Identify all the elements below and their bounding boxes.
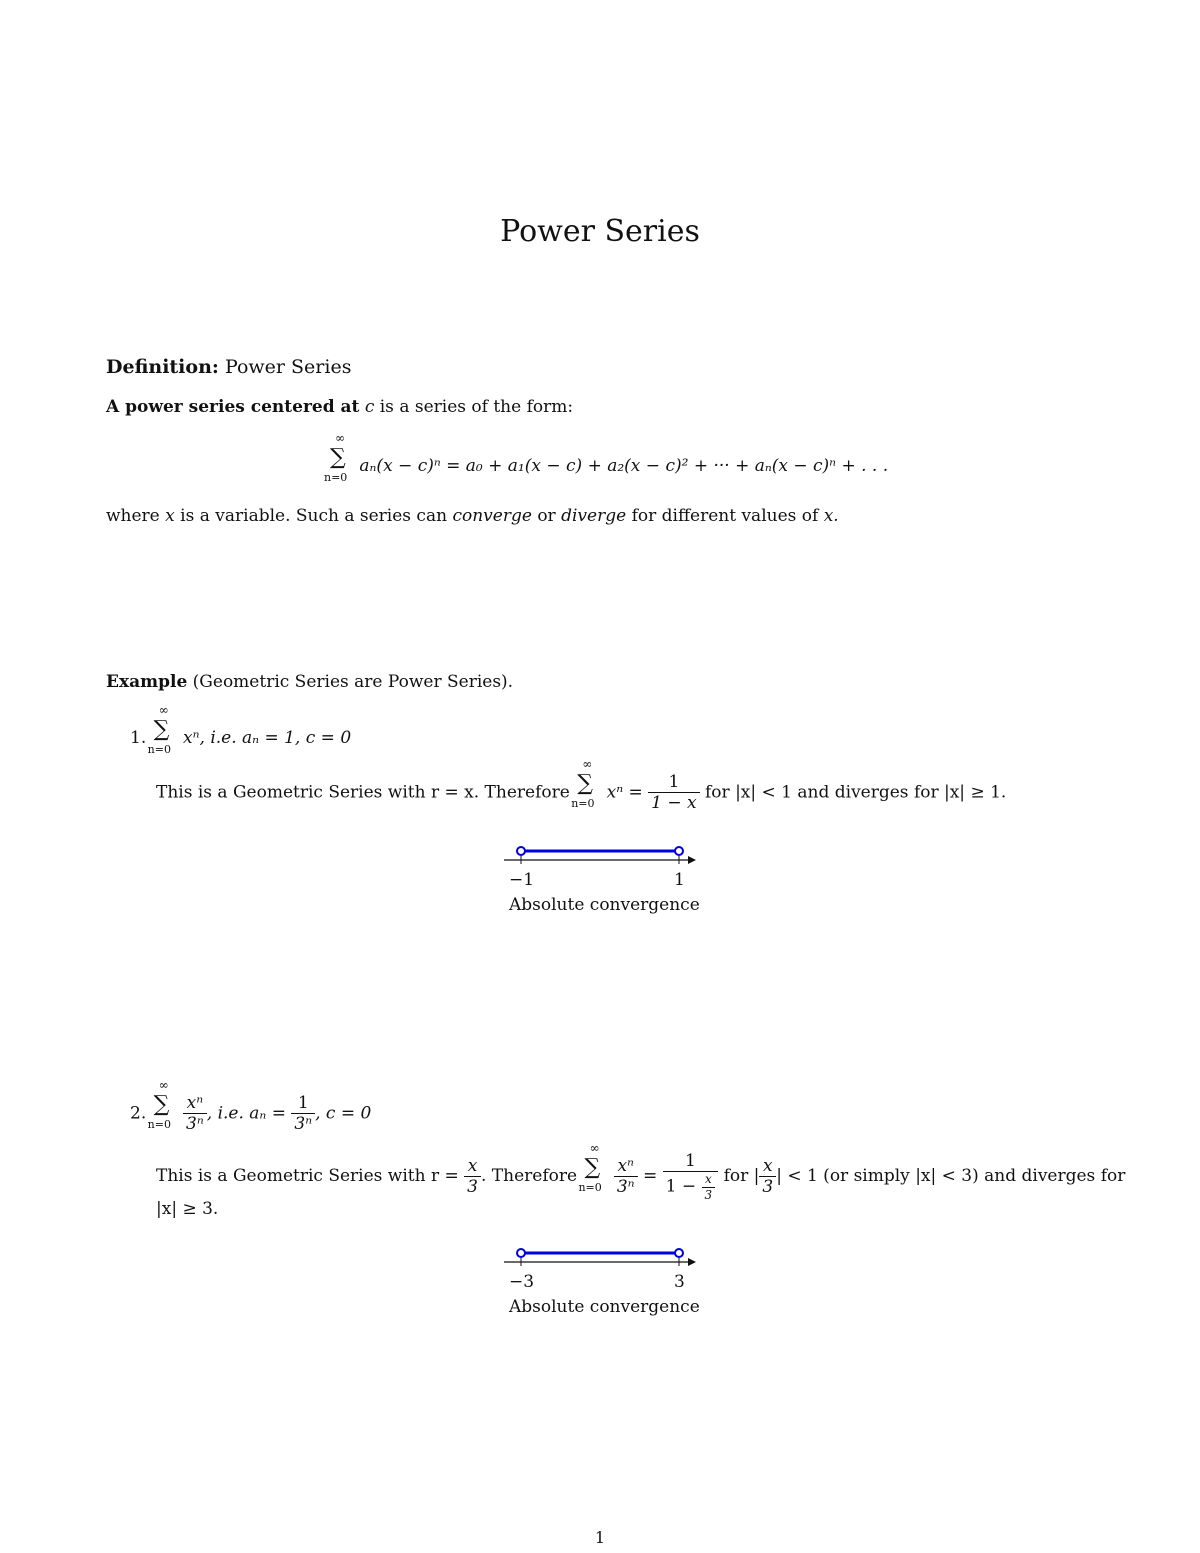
fraction: $\frac{1}{1 - x}$ (648, 772, 699, 814)
sum-symbol: ∞ ∑ n=0 (578, 1141, 602, 1195)
definition-title: Power Series (224, 356, 352, 378)
number-line-2-right-label: 3 (674, 1272, 685, 1292)
number-line-1-left-label: −1 (509, 870, 535, 890)
definition-intro-var: c (364, 397, 375, 417)
fraction: $\frac{x}{3}$ (464, 1156, 481, 1198)
item-2-explanation-line2: |x| ≥ 3. (156, 1199, 219, 1219)
page-title: Power Series (500, 214, 700, 249)
formula-terms: aₙ(x − c)ⁿ = a₀ + a₁(x − c) + a₂(x − c)² + ··· + aₙ(x − c)ⁿ + . . . (359, 456, 889, 476)
sum-symbol: ∞ ∑ n=0 (147, 1078, 171, 1132)
number-line-1-right-label: 1 (674, 870, 685, 890)
item-number: 2. (130, 1103, 147, 1124)
open-endpoint-left (517, 847, 525, 855)
definition-formula (324, 431, 889, 484)
fraction: 1 1 − $\frac{x}{3}$ (663, 1151, 719, 1202)
example-item-1 (130, 703, 352, 756)
definition-intro-rest: is a series of the form: (379, 397, 574, 417)
definition-intro-bold: A power series centered at (106, 397, 360, 417)
open-endpoint-right (675, 847, 683, 855)
definition-after: where x is a variable. Such a series can converge or diverge for different values of x. (106, 506, 839, 526)
item-2-explanation: This is a Geometric Series with r = $\frac{x}{3}$ . Therefore ∞ ∑ n=0 $\frac{\text{xⁿ}}{\text{3ⁿ}}$ = 1 1 − $\frac{x}{3}$ for | $\frac{x}{3}$ | < 1 (or simply |x| < 3) and diverges for (156, 1141, 1126, 1202)
example-item-2: 2. ∞ ∑ n=0 $\frac{\text{xⁿ}}{\text{3ⁿ}}$ , i.e. aₙ = $\frac{1}{\text{3ⁿ}}$ , c = 0 (130, 1078, 372, 1135)
definition-intro (106, 397, 573, 417)
definition-label: Definition: (106, 356, 219, 378)
number-line-2-graphic (500, 1242, 700, 1272)
fraction: $\frac{\text{xⁿ}}{\text{3ⁿ}}$ (614, 1156, 638, 1198)
number-line-2-caption: Absolute convergence (509, 1297, 700, 1317)
number-line-1-caption: Absolute convergence (509, 895, 700, 915)
fraction: $\frac{1}{\text{3ⁿ}}$ (291, 1093, 315, 1135)
definition-heading (106, 356, 351, 378)
number-line-1-graphic (500, 840, 700, 870)
number-line-1 (500, 840, 700, 870)
number-line-2-left-label: −3 (509, 1272, 535, 1292)
example-label: Example (106, 672, 188, 692)
example-heading (106, 672, 513, 692)
item-number: 1. (130, 728, 147, 748)
open-endpoint-left (517, 1249, 525, 1257)
item-expression: xⁿ, i.e. aₙ = 1, c = 0 (183, 728, 352, 748)
sum-symbol: ∞ ∑ n=0 (324, 431, 348, 484)
fraction: $\frac{\text{xⁿ}}{\text{3ⁿ}}$ (183, 1093, 207, 1135)
axis-arrow (688, 1258, 696, 1266)
page-number: 1 (594, 1528, 606, 1547)
fraction: $\frac{x}{3}$ (759, 1156, 776, 1198)
item-1-explanation: This is a Geometric Series with r = x. Therefore ∞ ∑ n=0 xⁿ = $\frac{1}{1 - x}$ for |x| < 1 and diverges for |x| ≥ 1. (156, 757, 1007, 814)
axis-arrow (688, 856, 696, 864)
open-endpoint-right (675, 1249, 683, 1257)
number-line-2 (500, 1242, 700, 1272)
sum-symbol: ∞ ∑ n=0 (571, 757, 595, 811)
sum-symbol: ∞ ∑ n=0 (147, 703, 171, 756)
example-title: (Geometric Series are Power Series). (192, 672, 514, 692)
